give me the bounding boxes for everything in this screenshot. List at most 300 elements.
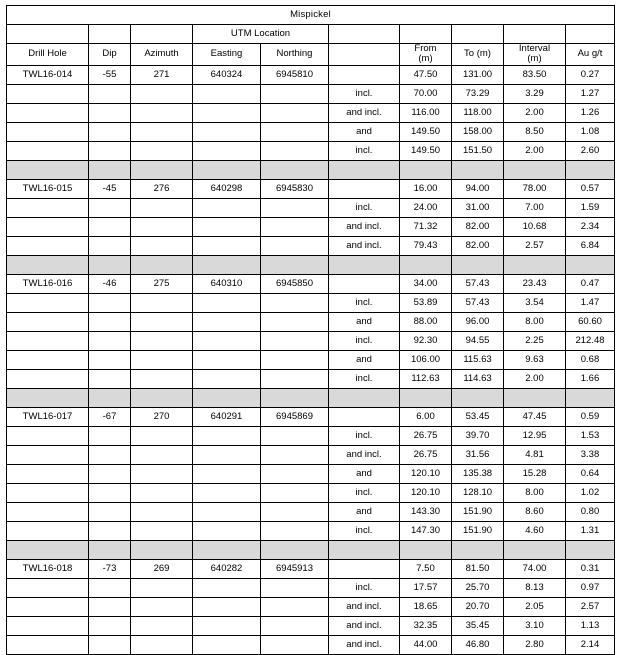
header-easting: Easting <box>193 44 261 66</box>
cell-easting-empty <box>193 141 261 160</box>
cell-au: 1.47 <box>566 293 615 312</box>
separator-cell <box>193 255 261 274</box>
cell-drill-hole-empty <box>7 103 89 122</box>
cell-au: 1.26 <box>566 103 615 122</box>
cell-from: 149.50 <box>400 141 452 160</box>
cell-to: 53.45 <box>452 407 504 426</box>
cell-dip-empty <box>89 578 131 597</box>
cell-au: 0.80 <box>566 502 615 521</box>
cell-from: 34.00 <box>400 274 452 293</box>
table-row <box>7 236 615 255</box>
cell-easting: 640291 <box>193 407 261 426</box>
cell-modifier <box>329 407 400 426</box>
cell-modifier <box>329 274 400 293</box>
header-to: To (m) <box>452 44 504 66</box>
cell-modifier <box>329 179 400 198</box>
cell-to: 115.63 <box>452 350 504 369</box>
separator-cell <box>400 255 452 274</box>
cell-easting-empty <box>193 369 261 388</box>
cell-dip-empty <box>89 426 131 445</box>
cell-to: 94.55 <box>452 331 504 350</box>
table-row <box>7 141 615 160</box>
cell-modifier: incl. <box>329 293 400 312</box>
header-modifier <box>329 44 400 66</box>
cell-easting-empty <box>193 635 261 654</box>
cell-interval: 47.45 <box>504 407 566 426</box>
table-row <box>7 217 615 236</box>
cell-northing-empty <box>261 236 329 255</box>
cell-northing-empty <box>261 198 329 217</box>
cell-interval: 83.50 <box>504 65 566 84</box>
cell-drill-hole-empty <box>7 521 89 540</box>
cell-dip: -55 <box>89 65 131 84</box>
cell-dip-empty <box>89 236 131 255</box>
cell-interval: 2.00 <box>504 103 566 122</box>
header-drill-hole-spacer <box>7 25 89 44</box>
cell-azimuth-empty <box>131 369 193 388</box>
cell-drill-hole-empty <box>7 217 89 236</box>
cell-to: 128.10 <box>452 483 504 502</box>
cell-azimuth-empty <box>131 312 193 331</box>
separator-cell <box>452 255 504 274</box>
separator-cell <box>566 160 615 179</box>
cell-dip-empty <box>89 483 131 502</box>
cell-dip-empty <box>89 198 131 217</box>
separator-cell <box>452 160 504 179</box>
cell-from: 92.30 <box>400 331 452 350</box>
cell-interval: 4.60 <box>504 521 566 540</box>
cell-modifier: incl. <box>329 369 400 388</box>
cell-from: 6.00 <box>400 407 452 426</box>
cell-azimuth: 271 <box>131 65 193 84</box>
cell-azimuth-empty <box>131 141 193 160</box>
cell-au: 1.27 <box>566 84 615 103</box>
header-drill-hole: Drill Hole <box>7 44 89 66</box>
table-row <box>7 483 615 502</box>
separator-cell <box>329 540 400 559</box>
cell-to: 96.00 <box>452 312 504 331</box>
cell-easting-empty <box>193 293 261 312</box>
table-row <box>7 464 615 483</box>
cell-drill-hole-empty <box>7 293 89 312</box>
cell-azimuth-empty <box>131 331 193 350</box>
cell-drill-hole-empty <box>7 122 89 141</box>
header-au-spacer <box>566 25 615 44</box>
cell-interval: 3.54 <box>504 293 566 312</box>
separator-cell <box>329 255 400 274</box>
cell-modifier: incl. <box>329 331 400 350</box>
cell-modifier <box>329 559 400 578</box>
cell-modifier: and <box>329 312 400 331</box>
separator-cell <box>7 255 89 274</box>
cell-to: 39.70 <box>452 426 504 445</box>
cell-dip-empty <box>89 331 131 350</box>
cell-from: 120.10 <box>400 483 452 502</box>
cell-from: 112.63 <box>400 369 452 388</box>
separator-cell <box>193 388 261 407</box>
cell-drill-hole-empty <box>7 464 89 483</box>
cell-to: 57.43 <box>452 274 504 293</box>
cell-northing-empty <box>261 616 329 635</box>
cell-au: 0.97 <box>566 578 615 597</box>
cell-modifier: and <box>329 502 400 521</box>
cell-dip-empty <box>89 616 131 635</box>
cell-from: 120.10 <box>400 464 452 483</box>
separator-cell <box>504 388 566 407</box>
cell-northing: 6945913 <box>261 559 329 578</box>
header-au: Au g/t <box>566 44 615 66</box>
cell-azimuth-empty <box>131 464 193 483</box>
cell-northing-empty <box>261 350 329 369</box>
cell-to: 151.90 <box>452 502 504 521</box>
cell-to: 151.90 <box>452 521 504 540</box>
cell-to: 131.00 <box>452 65 504 84</box>
cell-drill-hole: TWL16-015 <box>7 179 89 198</box>
separator-cell <box>131 388 193 407</box>
table-row <box>7 84 615 103</box>
cell-dip-empty <box>89 84 131 103</box>
table-row <box>7 426 615 445</box>
cell-to: 31.56 <box>452 445 504 464</box>
separator-cell <box>131 540 193 559</box>
header-dip-spacer <box>89 25 131 44</box>
cell-modifier: incl. <box>329 426 400 445</box>
cell-modifier: incl. <box>329 521 400 540</box>
cell-modifier: incl. <box>329 141 400 160</box>
cell-from: 17.57 <box>400 578 452 597</box>
cell-azimuth-empty <box>131 502 193 521</box>
cell-azimuth-empty <box>131 445 193 464</box>
separator-cell <box>89 388 131 407</box>
cell-azimuth-empty <box>131 350 193 369</box>
header-label-spacer <box>329 25 400 44</box>
cell-interval: 2.00 <box>504 369 566 388</box>
cell-easting-empty <box>193 331 261 350</box>
cell-modifier: and incl. <box>329 217 400 236</box>
cell-modifier: and incl. <box>329 103 400 122</box>
cell-azimuth-empty <box>131 122 193 141</box>
cell-to: 20.70 <box>452 597 504 616</box>
table-row <box>7 65 615 84</box>
separator-cell <box>329 388 400 407</box>
cell-easting: 640310 <box>193 274 261 293</box>
cell-dip-empty <box>89 293 131 312</box>
cell-northing-empty <box>261 141 329 160</box>
cell-from: 26.75 <box>400 426 452 445</box>
separator-cell <box>89 255 131 274</box>
cell-from: 149.50 <box>400 122 452 141</box>
cell-northing: 6945850 <box>261 274 329 293</box>
cell-au: 2.60 <box>566 141 615 160</box>
cell-azimuth: 269 <box>131 559 193 578</box>
cell-to: 57.43 <box>452 293 504 312</box>
cell-au: 0.27 <box>566 65 615 84</box>
cell-au: 1.66 <box>566 369 615 388</box>
cell-from: 106.00 <box>400 350 452 369</box>
cell-drill-hole-empty <box>7 312 89 331</box>
separator-cell <box>504 540 566 559</box>
header-azimuth-spacer <box>131 25 193 44</box>
cell-easting-empty <box>193 84 261 103</box>
cell-azimuth-empty <box>131 217 193 236</box>
separator-cell <box>329 160 400 179</box>
cell-dip-empty <box>89 103 131 122</box>
separator-cell <box>261 255 329 274</box>
cell-easting-empty <box>193 198 261 217</box>
cell-to: 35.45 <box>452 616 504 635</box>
cell-from: 47.50 <box>400 65 452 84</box>
separator-cell <box>566 255 615 274</box>
cell-interval: 2.00 <box>504 141 566 160</box>
cell-au: 0.57 <box>566 179 615 198</box>
cell-drill-hole-empty <box>7 198 89 217</box>
cell-northing-empty <box>261 502 329 521</box>
separator-cell <box>400 160 452 179</box>
cell-easting-empty <box>193 616 261 635</box>
separator-cell <box>452 540 504 559</box>
cell-azimuth-empty <box>131 293 193 312</box>
table-row <box>7 559 615 578</box>
separator-cell <box>89 160 131 179</box>
cell-drill-hole: TWL16-016 <box>7 274 89 293</box>
cell-drill-hole-empty <box>7 502 89 521</box>
cell-easting-empty <box>193 103 261 122</box>
cell-from: 7.50 <box>400 559 452 578</box>
cell-from: 16.00 <box>400 179 452 198</box>
cell-modifier: and incl. <box>329 616 400 635</box>
cell-easting-empty <box>193 502 261 521</box>
cell-azimuth: 275 <box>131 274 193 293</box>
table-row <box>7 502 615 521</box>
separator-cell <box>193 160 261 179</box>
cell-to: 73.29 <box>452 84 504 103</box>
header-to-spacer <box>452 25 504 44</box>
cell-azimuth-empty <box>131 616 193 635</box>
separator-cell <box>566 540 615 559</box>
header-utm-location: UTM Location <box>193 25 329 44</box>
cell-from: 143.30 <box>400 502 452 521</box>
cell-dip-empty <box>89 350 131 369</box>
cell-easting-empty <box>193 122 261 141</box>
cell-drill-hole-empty <box>7 369 89 388</box>
cell-dip-empty <box>89 141 131 160</box>
cell-interval: 3.10 <box>504 616 566 635</box>
cell-northing-empty <box>261 635 329 654</box>
page-title: Mispickel <box>7 6 615 25</box>
cell-to: 118.00 <box>452 103 504 122</box>
header-from-spacer <box>400 25 452 44</box>
cell-au: 2.34 <box>566 217 615 236</box>
cell-drill-hole-empty <box>7 141 89 160</box>
table-row <box>7 179 615 198</box>
cell-interval: 2.80 <box>504 635 566 654</box>
cell-azimuth-empty <box>131 103 193 122</box>
cell-dip-empty <box>89 502 131 521</box>
cell-northing-empty <box>261 445 329 464</box>
cell-drill-hole-empty <box>7 483 89 502</box>
cell-au: 0.59 <box>566 407 615 426</box>
cell-to: 151.50 <box>452 141 504 160</box>
cell-azimuth-empty <box>131 521 193 540</box>
cell-easting-empty <box>193 350 261 369</box>
cell-modifier <box>329 65 400 84</box>
cell-au: 2.57 <box>566 597 615 616</box>
cell-interval: 8.13 <box>504 578 566 597</box>
drill-results-table <box>6 5 615 655</box>
cell-interval: 7.00 <box>504 198 566 217</box>
cell-drill-hole-empty <box>7 616 89 635</box>
separator-cell <box>131 255 193 274</box>
cell-interval: 2.05 <box>504 597 566 616</box>
cell-dip: -73 <box>89 559 131 578</box>
cell-from: 116.00 <box>400 103 452 122</box>
cell-easting-empty <box>193 483 261 502</box>
separator-cell <box>7 540 89 559</box>
separator-cell <box>89 540 131 559</box>
cell-modifier: incl. <box>329 84 400 103</box>
table-row <box>7 616 615 635</box>
cell-drill-hole-empty <box>7 331 89 350</box>
table-row <box>7 597 615 616</box>
cell-interval: 8.00 <box>504 483 566 502</box>
cell-modifier: incl. <box>329 578 400 597</box>
header-azimuth: Azimuth <box>131 44 193 66</box>
separator-cell <box>7 388 89 407</box>
header-row-top <box>7 25 615 44</box>
cell-drill-hole-empty <box>7 426 89 445</box>
cell-modifier: and <box>329 350 400 369</box>
cell-easting-empty <box>193 578 261 597</box>
cell-drill-hole-empty <box>7 578 89 597</box>
cell-azimuth: 276 <box>131 179 193 198</box>
cell-interval: 4.81 <box>504 445 566 464</box>
table-row <box>7 274 615 293</box>
cell-au: 0.31 <box>566 559 615 578</box>
cell-easting: 640298 <box>193 179 261 198</box>
table-row <box>7 369 615 388</box>
cell-northing-empty <box>261 331 329 350</box>
header-row-main <box>7 44 615 66</box>
group-separator-row <box>7 540 615 559</box>
cell-easting: 640282 <box>193 559 261 578</box>
cell-interval: 9.63 <box>504 350 566 369</box>
cell-drill-hole-empty <box>7 236 89 255</box>
cell-northing-empty <box>261 483 329 502</box>
cell-au: 1.02 <box>566 483 615 502</box>
cell-to: 158.00 <box>452 122 504 141</box>
cell-to: 31.00 <box>452 198 504 217</box>
cell-interval: 23.43 <box>504 274 566 293</box>
cell-drill-hole: TWL16-014 <box>7 65 89 84</box>
cell-from: 24.00 <box>400 198 452 217</box>
table-row <box>7 103 615 122</box>
cell-interval: 3.29 <box>504 84 566 103</box>
cell-northing-empty <box>261 84 329 103</box>
cell-to: 135.38 <box>452 464 504 483</box>
separator-cell <box>193 540 261 559</box>
group-separator-row <box>7 160 615 179</box>
cell-interval: 2.57 <box>504 236 566 255</box>
cell-interval: 2.25 <box>504 331 566 350</box>
separator-cell <box>400 388 452 407</box>
cell-dip-empty <box>89 521 131 540</box>
cell-au: 0.47 <box>566 274 615 293</box>
cell-northing: 6945830 <box>261 179 329 198</box>
cell-au: 0.64 <box>566 464 615 483</box>
header-northing: Northing <box>261 44 329 66</box>
cell-azimuth-empty <box>131 236 193 255</box>
cell-dip-empty <box>89 445 131 464</box>
cell-northing-empty <box>261 521 329 540</box>
cell-drill-hole-empty <box>7 84 89 103</box>
group-separator-row <box>7 255 615 274</box>
cell-au: 1.53 <box>566 426 615 445</box>
cell-easting-empty <box>193 426 261 445</box>
cell-from: 79.43 <box>400 236 452 255</box>
cell-northing-empty <box>261 217 329 236</box>
cell-modifier: and <box>329 464 400 483</box>
cell-modifier: and incl. <box>329 445 400 464</box>
table-row <box>7 521 615 540</box>
table-row <box>7 312 615 331</box>
cell-from: 53.89 <box>400 293 452 312</box>
cell-au: 3.38 <box>566 445 615 464</box>
cell-dip-empty <box>89 464 131 483</box>
cell-azimuth-empty <box>131 597 193 616</box>
cell-easting-empty <box>193 312 261 331</box>
cell-drill-hole-empty <box>7 597 89 616</box>
cell-dip-empty <box>89 635 131 654</box>
cell-interval: 74.00 <box>504 559 566 578</box>
cell-interval: 78.00 <box>504 179 566 198</box>
separator-cell <box>261 388 329 407</box>
cell-azimuth-empty <box>131 635 193 654</box>
cell-modifier: incl. <box>329 198 400 217</box>
cell-from: 26.75 <box>400 445 452 464</box>
cell-easting-empty <box>193 445 261 464</box>
cell-northing-empty <box>261 312 329 331</box>
cell-interval: 8.50 <box>504 122 566 141</box>
cell-azimuth-empty <box>131 198 193 217</box>
cell-modifier: and <box>329 122 400 141</box>
table-row <box>7 635 615 654</box>
table-row <box>7 407 615 426</box>
cell-easting-empty <box>193 597 261 616</box>
cell-northing-empty <box>261 293 329 312</box>
cell-northing-empty <box>261 103 329 122</box>
cell-to: 81.50 <box>452 559 504 578</box>
cell-easting-empty <box>193 521 261 540</box>
header-interval: Interval (m) <box>504 44 566 66</box>
table-row <box>7 198 615 217</box>
cell-northing-empty <box>261 426 329 445</box>
cell-drill-hole: TWL16-017 <box>7 407 89 426</box>
cell-au: 1.08 <box>566 122 615 141</box>
cell-modifier: incl. <box>329 483 400 502</box>
cell-northing-empty <box>261 122 329 141</box>
table-row <box>7 578 615 597</box>
separator-cell <box>7 160 89 179</box>
group-separator-row <box>7 388 615 407</box>
cell-northing-empty <box>261 597 329 616</box>
cell-azimuth-empty <box>131 578 193 597</box>
cell-to: 94.00 <box>452 179 504 198</box>
table-row <box>7 122 615 141</box>
cell-from: 71.32 <box>400 217 452 236</box>
cell-from: 44.00 <box>400 635 452 654</box>
cell-au: 212.48 <box>566 331 615 350</box>
cell-northing-empty <box>261 369 329 388</box>
